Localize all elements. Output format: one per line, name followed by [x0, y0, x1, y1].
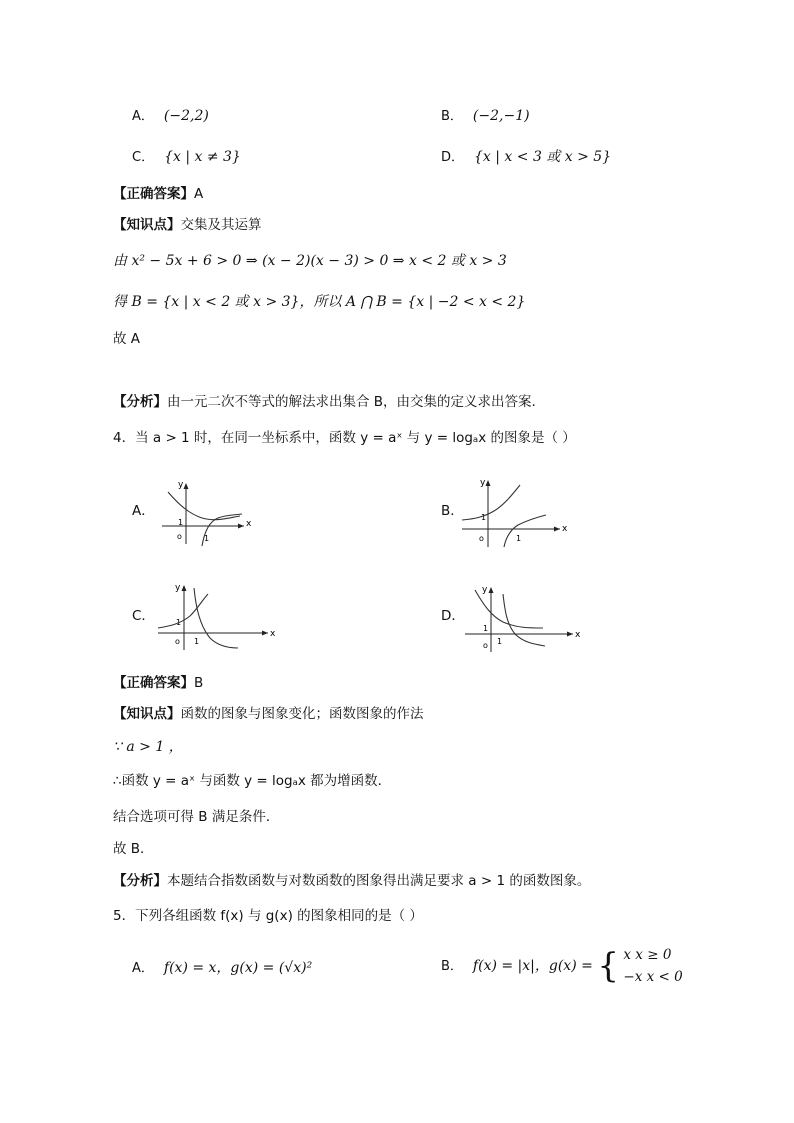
q4-option-c-label: C．	[132, 608, 155, 624]
q3-solution-line1: 由 x² − 5x + 6 > 0 ⇒ (x − 2)(x − 3) > 0 ⇒ x < 2 或 x > 3	[113, 253, 507, 269]
x-axis-label: x	[575, 630, 581, 640]
x-one-label: 1	[194, 637, 200, 646]
q3-answer-line: 【正确答案】A	[113, 186, 204, 202]
q4-analysis-line: 【分析】本题结合指数函数与对数函数的图象得出满足要求 a > 1 的函数图象。	[113, 873, 591, 889]
q5-option-b: B． f(x) = |x|，g(x) = { x x ≥ 0 −x x < 0	[441, 946, 683, 986]
q4-conclusion: 故 B．	[113, 841, 154, 857]
y-one-label: 1	[483, 624, 489, 633]
piecewise-brace: {	[597, 946, 619, 986]
x-axis-label: x	[246, 519, 252, 529]
q4-graph-b	[458, 473, 568, 548]
q4-knowledge-line: 【知识点】函数的图象与图象变化；函数图象的作法	[113, 706, 424, 722]
piecewise-case-2: −x x < 0	[623, 969, 683, 985]
q3-option-b: B． (−2,−1)	[441, 108, 530, 124]
q4-answer-line: 【正确答案】B	[113, 675, 204, 691]
piecewise-cases	[623, 944, 682, 988]
q4-combine-line: 结合选项可得 B 满足条件．	[113, 809, 280, 825]
q4-graph-c	[156, 580, 274, 652]
q4-graph-a	[158, 478, 258, 548]
y-one-label: 1	[481, 513, 487, 522]
x-axis-arrow	[567, 632, 573, 637]
q5-option-a: A． f(x) = x，g(x) = (√x)²	[132, 960, 313, 976]
x-one-label: 1	[497, 637, 503, 646]
exp-increasing-curve	[158, 594, 208, 628]
origin-label: o	[175, 637, 180, 646]
q3-knowledge-line: 【知识点】交集及其运算	[113, 217, 262, 233]
y-axis-label: y	[482, 585, 488, 595]
piecewise-case-1: x x ≥ 0	[623, 947, 672, 963]
q4-because-line: ∵ a > 1 ，	[113, 739, 183, 755]
x-axis-arrow	[554, 527, 560, 532]
q4-option-a-label: A．	[132, 503, 155, 519]
q4-stem: 4．当 a > 1 时，在同一坐标系中，函数 y = aˣ 与 y = logₐx 的图象是（ ）	[113, 430, 576, 446]
origin-label: o	[177, 532, 182, 541]
q3-option-c: C． {x | x ≠ 3}	[132, 149, 241, 165]
q4-graph-d	[463, 582, 581, 654]
q4-option-b-label: B．	[441, 503, 464, 519]
exp-increasing-curve	[462, 485, 520, 520]
y-axis-arrow	[489, 587, 494, 593]
q3-solution-line2: 得 B = {x | x < 2 或 x > 3}，所以 A ⋂ B = {x | −2 < x < 2}	[113, 294, 526, 310]
y-axis-arrow	[184, 483, 189, 489]
y-one-label: 1	[178, 518, 184, 527]
q4-therefore-line: ∴函数 y = aˣ 与函数 y = logₐx 都为增函数．	[113, 773, 392, 789]
q5-stem: 5．下列各组函数 f(x) 与 g(x) 的图象相同的是（ ）	[113, 908, 423, 924]
q4-option-d-label: D．	[441, 608, 465, 624]
y-one-label: 1	[176, 618, 182, 627]
x-axis-label: x	[562, 524, 568, 534]
x-one-label: 1	[516, 534, 522, 543]
x-axis-arrow	[262, 631, 268, 636]
q3-conclusion: 故 A	[113, 331, 141, 347]
y-axis-label: y	[175, 583, 181, 593]
y-axis-label: y	[480, 478, 486, 488]
log-decreasing-curve	[194, 588, 238, 648]
log-decreasing-curve	[503, 594, 545, 646]
y-axis-arrow	[486, 480, 491, 486]
q3-option-a: A． (−2,2)	[132, 108, 209, 124]
y-axis-label: y	[178, 480, 184, 490]
y-axis-arrow	[182, 585, 187, 591]
origin-label: o	[483, 641, 488, 650]
x-one-label: 1	[204, 534, 210, 543]
x-axis-label: x	[270, 629, 276, 639]
x-axis-arrow	[238, 524, 244, 529]
log-increasing-curve	[504, 515, 546, 547]
q3-analysis-line: 【分析】由一元二次不等式的解法求出集合 B，由交集的定义求出答案.	[113, 394, 536, 410]
origin-label: o	[479, 534, 484, 543]
q3-option-d: D． {x | x < 3 或 x > 5}	[441, 149, 612, 165]
